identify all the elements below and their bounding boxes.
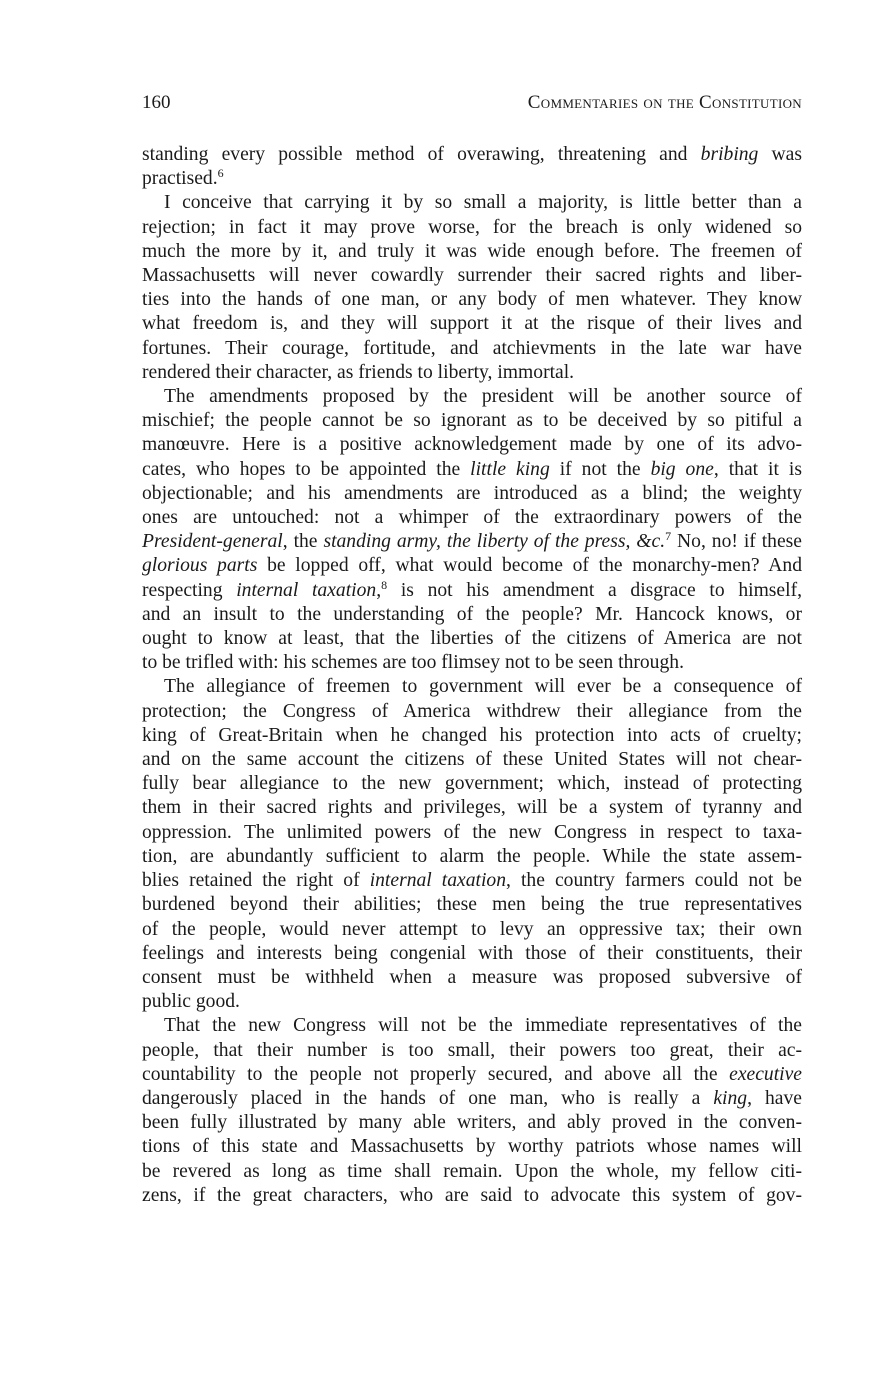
italic-text: internal taxation: [236, 579, 377, 601]
text-line: [142, 700, 802, 724]
text-line: [142, 506, 802, 530]
paragraph: [142, 191, 802, 385]
text-run: oppression. The unlimited powers of the new Congress in respect to taxa-: [142, 821, 802, 843]
text-line: [142, 772, 802, 796]
paragraph: [142, 675, 802, 1014]
text-run: Massachusetts will never cowardly surrender their sacred rights and liber-: [142, 265, 802, 287]
text-line: [142, 1160, 802, 1184]
text-run: was: [758, 144, 803, 165]
running-head: [142, 92, 802, 114]
text-run: be revered as long as time shall remain. Upon the whole, my fellow citi-: [142, 1160, 802, 1182]
text-run: blies retained the right of: [142, 870, 370, 892]
text-run: king of Great-Britain when he changed his protection into acts of cruelty;: [142, 724, 802, 746]
text-run: No, no! if these: [671, 531, 802, 553]
text-line: [142, 1135, 802, 1159]
text-run: mischief; the people cannot be so ignorant as to be deceived by so pitiful a: [142, 410, 802, 432]
text-run: them in their sacred rights and privileges, will be a system of tyranny and: [142, 797, 802, 819]
text-line: [142, 167, 802, 191]
text-line: [142, 337, 802, 361]
page-number: 160: [142, 92, 171, 113]
text-line: [142, 603, 802, 627]
text-line: [142, 530, 802, 554]
text-run: if not the: [549, 458, 651, 480]
text-run: fully bear allegiance to the new government; which, instead of protecting: [142, 773, 802, 795]
text-line: [142, 385, 802, 409]
text-line: [142, 554, 802, 578]
footnote-ref: 7: [665, 529, 672, 544]
text-run: public good.: [142, 991, 240, 1013]
text-run: much the more by it, and truly it was wide enough before. The freemen of: [142, 240, 802, 262]
text-line: [142, 288, 802, 312]
text-line: [142, 191, 802, 215]
text-line: [142, 990, 802, 1014]
text-run: what freedom is, and they will support it at the risque of their lives and: [142, 313, 802, 335]
text-run: standing every possible method of overawing, threatening and: [142, 144, 701, 165]
text-run: and on the same account the citizens of these United States will not chear-: [142, 749, 802, 771]
footnote-ref: 6: [217, 166, 224, 181]
text-line: [142, 1014, 802, 1038]
text-line: [142, 312, 802, 336]
text-line: [142, 579, 802, 603]
text-run: consent must be withheld when a measure was proposed subversive of: [142, 966, 802, 988]
text-run: and an insult to the understanding of the people? Mr. Hancock knows, or: [142, 603, 802, 625]
text-line: [142, 1039, 802, 1063]
italic-text: little king: [470, 458, 550, 480]
text-run: people, that their number is too small, their powers too great, their ac-: [142, 1039, 802, 1061]
italic-text: executive: [729, 1063, 802, 1085]
text-line: [142, 942, 802, 966]
text-line: [142, 651, 802, 675]
text-line: [142, 869, 802, 893]
text-run: rendered their character, as friends to liberty, immortal.: [142, 361, 575, 383]
text-run: respecting: [142, 579, 237, 601]
text-run: rejection; in fact it may prove worse, for the breach is only widened so: [142, 216, 802, 238]
text-line: [142, 627, 802, 651]
text-run: cates, who hopes to be appointed the: [142, 458, 471, 480]
italic-text: President-general: [142, 531, 283, 553]
text-run: ones are untouched: not a whimper of the extraordinary powers of the: [142, 507, 802, 529]
text-run: tion, are abundantly sufficient to alarm the people. While the state assem-: [142, 845, 802, 867]
text-line: [142, 1111, 802, 1135]
italic-text: glorious parts: [142, 555, 258, 577]
text-line: [142, 143, 802, 167]
text-line: [142, 1087, 802, 1111]
text-line: [142, 918, 802, 942]
text-run: feelings and interests being congenial with those of their constituents, their: [142, 942, 802, 964]
text-run: tions of this state and Massachusetts by worthy patriots whose names will: [142, 1136, 802, 1158]
text-run: burdened beyond their abilities; these men being the true representatives: [142, 894, 802, 916]
italic-text: king: [713, 1087, 748, 1109]
text-run: That the new Congress will not be the immediate representatives of the: [164, 1015, 802, 1037]
text-line: [142, 409, 802, 433]
text-run: ,: [376, 579, 382, 601]
footnote-ref: 8: [381, 577, 388, 592]
text-run: zens, if the great characters, who are said to advocate this system of gov-: [142, 1184, 802, 1206]
text-line: [142, 361, 802, 385]
text-line: [142, 845, 802, 869]
text-line: [142, 796, 802, 820]
italic-text: internal taxation: [369, 870, 507, 892]
text-line: [142, 724, 802, 748]
text-line: [142, 748, 802, 772]
text-run: dangerously placed in the hands of one man, who is really a: [142, 1087, 714, 1109]
text-line: [142, 675, 802, 699]
text-line: [142, 482, 802, 506]
text-line: [142, 433, 802, 457]
text-run: protection; the Congress of America withdrew their allegiance from the: [142, 700, 802, 722]
text-line: [142, 458, 802, 482]
text-run: ties into the hands of one man, or any body of men whatever. They know: [142, 289, 802, 311]
text-run: countability to the people not properly secured, and above all the: [142, 1063, 730, 1085]
text-line: [142, 893, 802, 917]
text-line: [142, 966, 802, 990]
text-run: to be trifled with: his schemes are too flimsey not to be seen through.: [142, 652, 684, 674]
text-run: practised.: [142, 168, 218, 190]
text-line: [142, 240, 802, 264]
paragraph: [142, 143, 802, 191]
text-line: [142, 1063, 802, 1087]
text-line: [142, 216, 802, 240]
text-run: , the: [282, 531, 324, 553]
text-run: is not his amendment a disgrace to himself,: [387, 579, 802, 601]
text-run: , the country farmers could not be: [506, 870, 802, 892]
text-line: [142, 264, 802, 288]
italic-text: big one: [650, 458, 714, 480]
text-run: The allegiance of freemen to government will ever be a consequence of: [164, 676, 802, 698]
text-line: [142, 1184, 802, 1208]
text-run: been fully illustrated by many able writers, and ably proved in the conven-: [142, 1112, 802, 1134]
text-run: of the people, would never attempt to levy an oppressive tax; their own: [142, 918, 802, 940]
text-run: The amendments proposed by the president will be another source of: [164, 386, 802, 408]
text-run: , have: [747, 1087, 802, 1109]
text-run: objectionable; and his amendments are introduced as a blind; the weighty: [142, 482, 802, 504]
paragraph: [142, 385, 802, 675]
running-title: Commentaries on the Constitution: [527, 92, 802, 113]
paragraph: [142, 1014, 802, 1208]
text-line: [142, 821, 802, 845]
text-run: , that it is: [713, 458, 802, 480]
text-run: manœuvre. Here is a positive acknowledgement made by one of its advo-: [142, 434, 802, 456]
italic-text: standing army, the liberty of the press, &c.: [323, 531, 666, 553]
text-run: I conceive that carrying it by so small a majority, is little better than a: [164, 192, 802, 214]
body-text: [142, 143, 802, 1208]
text-run: be lopped off, what would become of the monarchy-men? And: [257, 555, 802, 577]
italic-text: bribing: [700, 144, 759, 165]
text-run: ought to know at least, that the liberties of the citizens of America are not: [142, 628, 802, 650]
text-run: fortunes. Their courage, fortitude, and atchievments in the late war have: [142, 337, 802, 359]
